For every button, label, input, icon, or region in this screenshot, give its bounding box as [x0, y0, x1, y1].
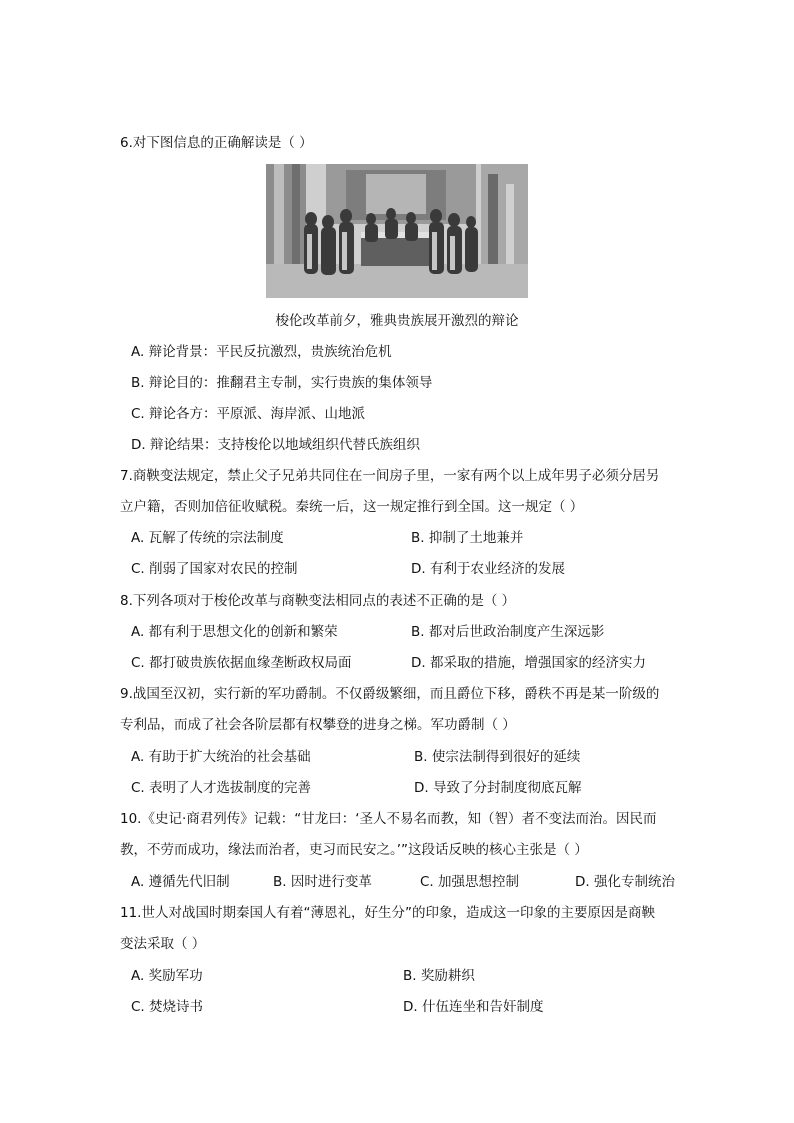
q8-option-a: A. 都有利于思想文化的创新和繁荣 [131, 624, 338, 640]
q10-option-b: B. 因时进行变革 [273, 874, 372, 890]
q7-option-a: A. 瓦解了传统的宗法制度 [131, 530, 284, 546]
q6-option-b: B. 辩论目的：推翻君主专制，实行贵族的集体领导 [131, 375, 433, 391]
q6-option-c: C. 辩论各方：平原派、海岸派、山地派 [131, 406, 366, 422]
q11-option-d: D. 什伍连坐和告奸制度 [403, 999, 544, 1015]
q10-stem-line-2: 教，不劳而成功，缘法而治者，吏习而民安之。’”这段话反映的核心主张是（ ） [120, 842, 588, 858]
q8-stem: 8.下列各项对于梭伦改革与商鞅变法相同点的表述不正确的是（ ） [120, 593, 516, 609]
q10-stem-line-1: 10.《史记·商君列传》记载：“甘龙曰：‘圣人不易名而教，知（智）者不变法而治。因民而 [120, 811, 657, 827]
q8-option-c: C. 都打破贵族依据血缘垄断政权局面 [131, 655, 352, 671]
q8-option-b: B. 都对后世政治制度产生深远影 [411, 624, 605, 640]
q6-option-a: A. 辩论背景：平民反抗激烈，贵族统治危机 [131, 344, 392, 360]
q11-option-b: B. 奖励耕织 [403, 968, 475, 984]
q7-stem-line-1: 7.商鞅变法规定，禁止父子兄弟共同住在一间房子里，一家有两个以上成年男子必须分居另 [120, 468, 660, 484]
q10-option-d: D. 强化专制统治 [575, 874, 675, 890]
q6-option-d: D. 辩论结果：支持梭伦以地域组织代替氏族组织 [131, 437, 420, 453]
q9-stem-line-1: 9.战国至汉初，实行新的军功爵制。不仅爵级繁细，而且爵位下移，爵秩不再是某一阶级的 [120, 686, 660, 702]
q9-option-b: B. 使宗法制得到很好的延续 [414, 749, 581, 765]
q11-option-a: A. 奖励军功 [131, 968, 203, 984]
q9-option-a: A. 有助于扩大统治的社会基础 [131, 749, 311, 765]
q9-stem-line-2: 专利品，而成了社会各阶层都有权攀登的进身之梯。军功爵制（ ） [120, 717, 516, 733]
q7-option-b: B. 抑制了土地兼并 [411, 530, 524, 546]
q10-option-a: A. 遵循先代旧制 [131, 874, 230, 890]
q8-option-d: D. 都采取的措施，增强国家的经济实力 [411, 655, 646, 671]
debate-illustration [266, 164, 528, 298]
q11-option-c: C. 焚烧诗书 [131, 999, 204, 1015]
q9-option-d: D. 导致了分封制度彻底瓦解 [414, 780, 582, 796]
q11-stem-line-1: 11.世人对战国时期秦国人有着“薄恩礼，好生分”的印象，造成这一印象的主要原因是商鞅 [120, 905, 655, 921]
q6-stem: 6.对下图信息的正确解读是（ ） [120, 135, 313, 151]
q9-option-c: C. 表明了人才选拔制度的完善 [131, 780, 312, 796]
figure-caption: 梭伦改革前夕，雅典贵族展开激烈的辩论 [275, 313, 519, 329]
q10-option-c: C. 加强思想控制 [420, 874, 520, 890]
q7-option-d: D. 有利于农业经济的发展 [411, 561, 565, 577]
q7-stem-line-2: 立户籍，否则加倍征收赋税。秦统一后，这一规定推行到全国。这一规定（ ） [120, 499, 584, 515]
q7-option-c: C. 削弱了国家对农民的控制 [131, 561, 298, 577]
q11-stem-line-2: 变法采取（ ） [120, 936, 206, 952]
